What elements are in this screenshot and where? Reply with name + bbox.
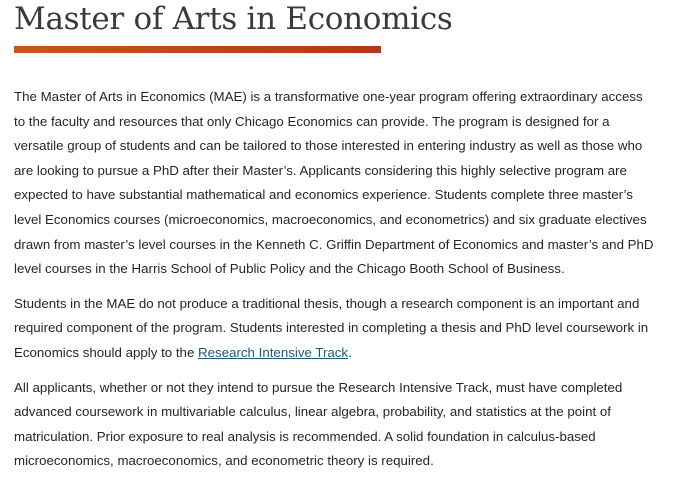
title-underline-rule	[14, 46, 381, 53]
requirements-paragraph: All applicants, whether or not they intend to pursue the Research Intensive Track, must have completed advanced coursework in multivariable calculus, linear algebra, probability, and statistics at the point of matriculation. Prior exposure to real analysis is recommended. A solid foundation in calculus-based microeconomics, macroeconomics, and econometric theory is required.	[14, 379, 623, 469]
page-title: Master of Arts in Economics	[14, 1, 453, 37]
research-intensive-track-link[interactable]: Research Intensive Track	[198, 344, 349, 360]
thesis-paragraph-text: Students in the MAE do not produce a traditional thesis, though a research component is an important and required component of the program. Students interested in completing a thesis and PhD level coursework in Economics should apply to the	[14, 295, 649, 360]
thesis-paragraph	[14, 292, 654, 366]
main-content	[14, 85, 654, 484]
thesis-paragraph-end: .	[348, 344, 352, 360]
intro-paragraph: The Master of Arts in Economics (MAE) is a transformative one-year program offering extraordinary access to the faculty and resources that only Chicago Economics can provide. The program is designed for a versatile group of students and can be tailored to those interested in entering industry as well as those who are looking to pursue a PhD after their Master’s. Applicants considering this highly selective program are expected to have substantial mathematical and economics experience. Students complete three master’s level Economics courses (microeconomics, macroeconomics, and econometrics) and six graduate electives drawn from master’s level courses in the Kenneth C. Griffin Department of Economics and master’s and PhD level courses in the Harris School of Public Policy and the Chicago Booth School of Business.	[14, 89, 654, 277]
